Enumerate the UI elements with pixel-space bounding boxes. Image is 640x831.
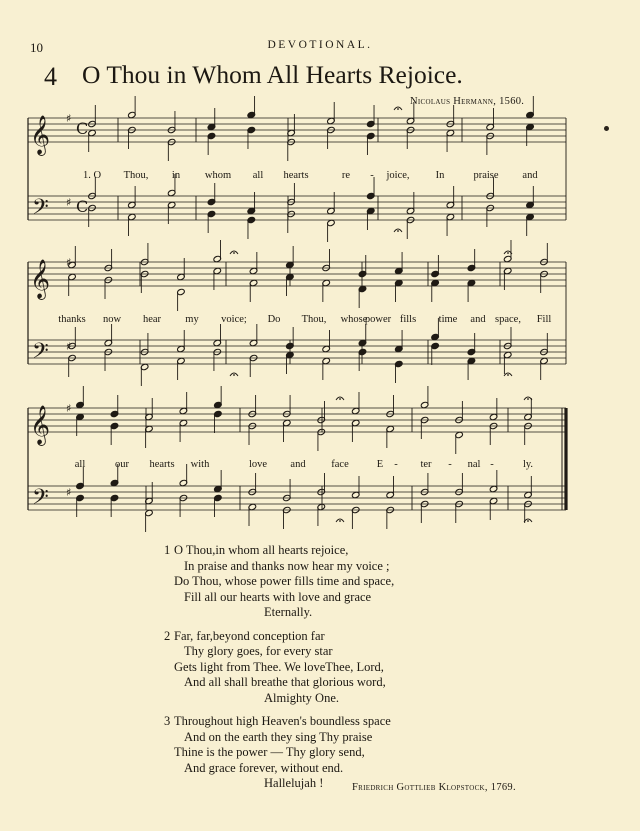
fermata-dot (397, 230, 399, 232)
stanza-2 (0, 629, 640, 707)
page-number: 10 (30, 40, 43, 55)
lyric-line-2 (0, 314, 640, 328)
time-signature: C (76, 197, 89, 216)
fermata-dot (507, 374, 509, 376)
lyric-syllable: Thou, (123, 170, 149, 181)
lyric-syllable: ter (420, 459, 432, 470)
lyric-syllable: space, (495, 314, 521, 325)
verse-line (0, 605, 640, 621)
lyric-syllable: whom (204, 170, 232, 181)
lyric-syllable: now (102, 314, 122, 325)
lyric-syllable: and (290, 459, 306, 470)
key-sharp: ♯ (66, 256, 72, 269)
lyric-syllable: in (171, 170, 181, 181)
key-sharp: ♯ (66, 340, 72, 353)
verse-text: Fill all our hearts with love and grace (184, 589, 372, 604)
verses-block (0, 543, 640, 800)
lyric-syllable: fills (399, 314, 417, 325)
fermata-dot (339, 520, 341, 522)
bass-clef: 𝄢 (32, 485, 49, 515)
lyric-syllable: E (376, 459, 384, 470)
verse-text: Gets light from Thee. We loveThee, Lord, (174, 659, 384, 674)
verse-text: Hallelujah ! (264, 776, 324, 790)
stanza-number: 1 (164, 543, 171, 557)
lyric-syllable: our (115, 459, 129, 470)
lyric-syllable: time (438, 314, 458, 325)
lyric-syllable: all (252, 170, 264, 181)
lyric-syllable: hearts (283, 170, 309, 181)
hymn-number: 4 (44, 62, 57, 91)
key-sharp: ♯ (66, 402, 72, 415)
lyric-syllable: 1. O (82, 170, 102, 181)
key-sharp: ♯ (66, 196, 72, 209)
stanza-3 (0, 714, 640, 792)
hymn-title: O Thou in Whom All Hearts Rejoice. (82, 60, 463, 89)
treble-clef: 𝄞 (30, 405, 51, 445)
verse-line (0, 745, 640, 761)
lyric-line-3 (0, 459, 640, 473)
verse-line (0, 776, 640, 792)
fermata-dot (527, 398, 529, 400)
stanza-number: 3 (164, 714, 171, 728)
stanza-number: 2 (164, 628, 171, 643)
verse-line (0, 559, 640, 575)
lyric-syllable: praise (473, 170, 499, 181)
lyric-syllable: and (522, 170, 538, 181)
lyric-syllable: Do (267, 314, 281, 325)
lyric-syllable: hearts (149, 459, 175, 470)
verse-line (0, 675, 640, 691)
verse-text: And all shall breathe that glorious word, (184, 675, 386, 689)
lyric-syllable: - (490, 459, 494, 470)
verse-text: Throughout high Heaven's boundless space (174, 714, 391, 728)
verse-text: Thy glory goes, for every star (184, 644, 333, 658)
verse-line (0, 543, 640, 559)
stanza-1 (0, 543, 640, 621)
composer-credit: Nicolaus Hermann, 1560. (410, 96, 525, 107)
fermata-dot (233, 374, 235, 376)
fermata-dot (527, 520, 529, 522)
key-sharp: ♯ (66, 486, 72, 499)
verse-text: Eternally. (264, 605, 313, 619)
lyric-syllable: In (435, 170, 445, 181)
fermata-dot (397, 108, 399, 110)
lyric-syllable: nal (467, 459, 481, 470)
lyric-syllable: Fill (536, 314, 552, 325)
lyric-syllable: hear (142, 314, 162, 325)
verse-text: Do Thou, whose power fills time and space, (174, 574, 395, 588)
verse-text: Almighty One. (264, 690, 339, 705)
lyric-syllable: my (185, 314, 199, 325)
fermata-dot (507, 252, 509, 254)
verse-line (0, 590, 640, 606)
lyric-syllable: re (341, 170, 351, 181)
verse-line (0, 730, 640, 746)
verse-text: And on the earth they sing Thy praise (184, 729, 373, 744)
verse-text: Thine is the power — Thy glory send, (174, 745, 365, 759)
fermata-dot (339, 398, 341, 400)
lyric-syllable: all (74, 459, 86, 470)
verse-line (0, 574, 640, 590)
lyric-syllable: - (448, 459, 452, 470)
bass-clef: 𝄢 (32, 339, 49, 369)
verse-line (0, 714, 640, 730)
time-signature: C (76, 119, 89, 138)
lyric-syllable: - (394, 459, 398, 470)
treble-clef: 𝄞 (30, 115, 51, 155)
lyric-syllable: with (190, 459, 210, 470)
lyric-syllable: - (370, 170, 374, 181)
verse-text: O Thou,in whom all hearts rejoice, (174, 543, 349, 557)
lyric-syllable: joice, (386, 170, 410, 181)
lyric-syllable: face (331, 459, 349, 470)
verse-line (0, 761, 640, 777)
lyric-syllable: power (364, 314, 392, 325)
lyric-syllable: voice; (221, 314, 247, 325)
treble-clef: 𝄞 (30, 259, 51, 299)
lyric-syllable: ly. (522, 459, 534, 470)
verse-line (0, 644, 640, 660)
lyric-line-1 (0, 170, 640, 184)
lyric-syllable: whose (340, 314, 368, 325)
bass-clef: 𝄢 (32, 195, 49, 225)
verse-line (0, 629, 640, 645)
verse-line (0, 691, 640, 707)
verse-text: In praise and thanks now hear my voice ; (184, 558, 390, 573)
lyric-syllable: thanks (58, 314, 86, 325)
running-head: DEVOTIONAL. (267, 39, 373, 51)
verse-text: And grace forever, without end. (184, 760, 344, 775)
lyric-syllable: love (248, 459, 268, 470)
key-sharp: ♯ (66, 112, 72, 125)
verse-line (0, 660, 640, 676)
verse-text: Far, far,beyond conception far (174, 628, 325, 643)
lyric-syllable: and (470, 314, 486, 325)
author-credit: Friedrich Gottlieb Klopstock, 1769. (352, 782, 516, 793)
lyric-syllable: Thou, (301, 314, 327, 325)
fermata-dot (233, 252, 235, 254)
